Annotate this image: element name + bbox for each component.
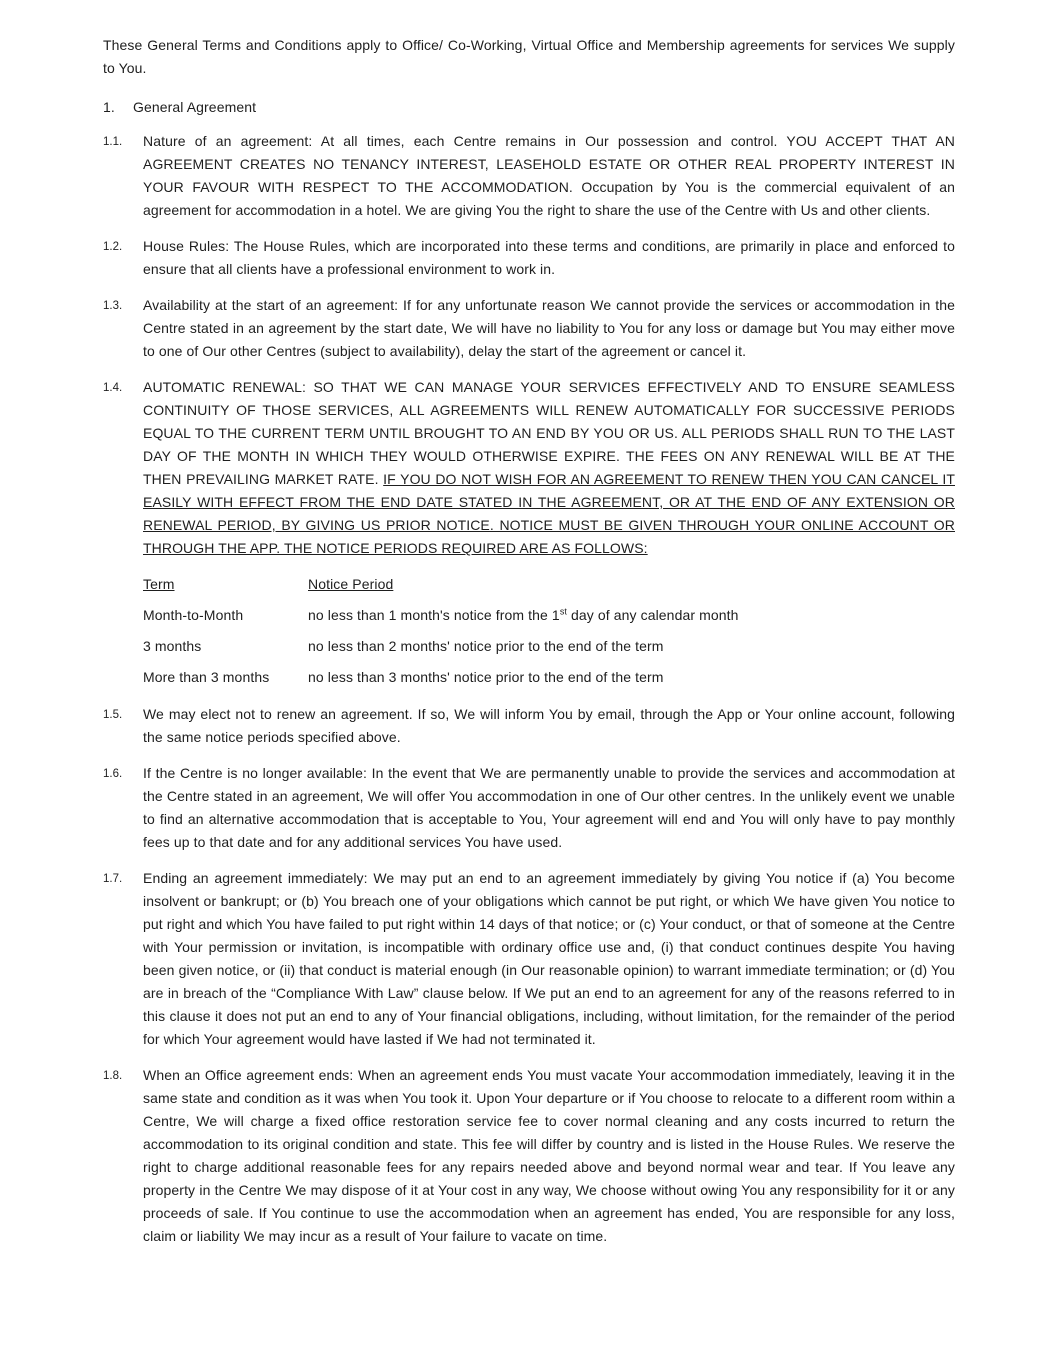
section-title: General Agreement bbox=[133, 99, 257, 115]
clause-1-7 bbox=[103, 867, 955, 1051]
clause-text: When an Office agreement ends: When an agreement ends You must vacate Your accommodation immediately, leaving it in the same state and condition as it was when You took it. Upon Your departure or if You choose to relocate to a different room within a Centre, We will charge a fixed office restoration service fee to cover normal cleaning and any costs incurred to return the accommodation to its original condition and state. This fee will differ by country and is listed in the House Rules. We reserve the right to charge additional reasonable fees for any repairs needed above and beyond normal wear and tear. If You leave any property in the Centre We may dispose of it at Your cost in any way, We choose without owing You any responsibility for it or any proceeds of sale. If You continue to use the accommodation when an agreement has ended, You are responsible for any loss, claim or liability We may incur as a result of Your failure to vacate on time. bbox=[143, 1067, 955, 1244]
table-cell-term: More than 3 months bbox=[143, 669, 270, 685]
clause-text: If the Centre is no longer available: In the event that We are permanently unable to provide the services and accommodation at the Centre stated in an agreement, We will offer You accommodation in one of Our other centres. In the unlikely event we unable to find an alternative accommodation that is acceptable to You, Your agreement will end and You will only have to pay monthly fees up to that date and for any additional services You have used. bbox=[143, 765, 955, 850]
table-row bbox=[143, 666, 955, 689]
table-header-notice: Notice Period bbox=[308, 576, 394, 592]
clause-number: 1.4. bbox=[103, 382, 123, 394]
notice-period-table bbox=[143, 573, 955, 689]
clause-number: 1.1. bbox=[103, 136, 123, 148]
clause-1-5 bbox=[103, 703, 955, 749]
table-cell-notice: no less than 1 month's notice from the 1st day of any calendar month bbox=[308, 606, 739, 623]
clause-text-underlined: IF YOU DO NOT WISH FOR AN AGREEMENT TO RENEW THEN YOU CAN CANCEL IT EASILY WITH EFFECT FROM THE END DATE STATED IN THE AGREEMENT, OR AT THE END OF ANY EXTENSION OR RENEWAL PERIOD, BY GIVING US PRIOR NOTICE. NOTICE MUST BE GIVEN THROUGH YOUR ONLINE ACCOUNT OR THROUGH THE APP. THE NOTICE PERIODS REQUIRED ARE AS FOLLOWS: bbox=[143, 471, 955, 556]
section-number: 1. bbox=[103, 99, 115, 115]
clause-number: 1.7. bbox=[103, 873, 123, 885]
clause-number: 1.2. bbox=[103, 241, 123, 253]
clause-text bbox=[143, 376, 955, 560]
clause-text: We may elect not to renew an agreement. If so, We will inform You by email, through the App or Your online account, following the same notice periods specified above. bbox=[143, 706, 955, 745]
table-header-term: Term bbox=[143, 576, 175, 592]
clause-number: 1.6. bbox=[103, 768, 123, 780]
table-header-row bbox=[143, 573, 955, 596]
clause-1-3 bbox=[103, 294, 955, 363]
clause-number: 1.3. bbox=[103, 300, 123, 312]
table-row bbox=[143, 604, 955, 627]
intro-paragraph: These General Terms and Conditions apply to Office/ Co-Working, Virtual Office and Membership agreements for services We supply to You. bbox=[103, 37, 955, 76]
table-cell-notice: no less than 2 months' notice prior to the end of the term bbox=[308, 638, 664, 654]
table-row bbox=[143, 635, 955, 658]
clause-text-plain: AUTOMATIC RENEWAL: SO THAT WE CAN MANAGE YOUR SERVICES EFFECTIVELY AND TO ENSURE SEAMLESS CONTINUITY OF THOSE SERVICES, ALL AGREEMENTS WILL RENEW AUTOMATICALLY FOR SUCCESSIVE PERIODS EQUAL TO THE CURRENT TERM UNTIL BROUGHT TO AN END BY YOU OR US. ALL PERIODS SHALL RUN TO THE LAST DAY OF THE MONTH IN WHICH THEY WOULD OTHERWISE EXPIRE. THE FEES ON ANY RENEWAL WILL BE AT THE THEN PREVAILING MARKET RATE. bbox=[143, 379, 955, 487]
clause-number: 1.8. bbox=[103, 1070, 123, 1082]
table-cell-term: 3 months bbox=[143, 638, 202, 654]
clause-text: Ending an agreement immediately: We may put an end to an agreement immediately by giving You notice if (a) You become insolvent or bankrupt; or (b) You breach one of your obligations which cannot be put right, or which We have given You notice to put right and which You have failed to put right within 14 days of that notice; or (c) Your conduct, or that of someone at the Centre with Your permission or invitation, is incompatible with ordinary office use and, (i) that conduct continues despite You having been given notice, or (ii) that conduct is material enough (in Our reasonable opinion) to warrant immediate termination; or (d) You are in breach of the “Compliance With Law” clause below. If We put an end to an agreement for any of the reasons referred to in this clause it does not put an end to any of Your financial obligations, including, without limitation, for the remainder of the period for which Your agreement would have lasted if We had not terminated it. bbox=[143, 870, 955, 1047]
table-cell-notice: no less than 3 months' notice prior to the end of the term bbox=[308, 669, 664, 685]
clause-text: House Rules: The House Rules, which are incorporated into these terms and conditions, are primarily in place and enforced to ensure that all clients have a professional environment to work in. bbox=[143, 238, 955, 277]
clause-1-2 bbox=[103, 235, 955, 281]
clause-1-1 bbox=[103, 130, 955, 222]
clause-1-4 bbox=[103, 376, 955, 560]
clause-1-8 bbox=[103, 1064, 955, 1248]
clause-text: Nature of an agreement: At all times, each Centre remains in Our possession and control. YOU ACCEPT THAT AN AGREEMENT CREATES NO TENANCY INTEREST, LEASEHOLD ESTATE OR OTHER REAL PROPERTY INTEREST IN YOUR FAVOUR WITH RESPECT TO THE ACCOMMODATION. Occupation by You is the commercial equivalent of an agreement for accommodation in a hotel. We are giving You the right to share the use of the Centre with Us and other clients. bbox=[143, 133, 955, 218]
ordinal-superscript: st bbox=[559, 606, 568, 617]
clause-1-6 bbox=[103, 762, 955, 854]
clause-number: 1.5. bbox=[103, 709, 123, 721]
clause-text: Availability at the start of an agreement: If for any unfortunate reason We cannot provide the services or accommodation in the Centre stated in an agreement by the start date, We will have no liability to You for any loss or damage but You may either move to one of Our other Centres (subject to availability), delay the start of the agreement or cancel it. bbox=[143, 297, 955, 359]
table-cell-term: Month-to-Month bbox=[143, 607, 244, 623]
section-heading bbox=[103, 96, 955, 119]
